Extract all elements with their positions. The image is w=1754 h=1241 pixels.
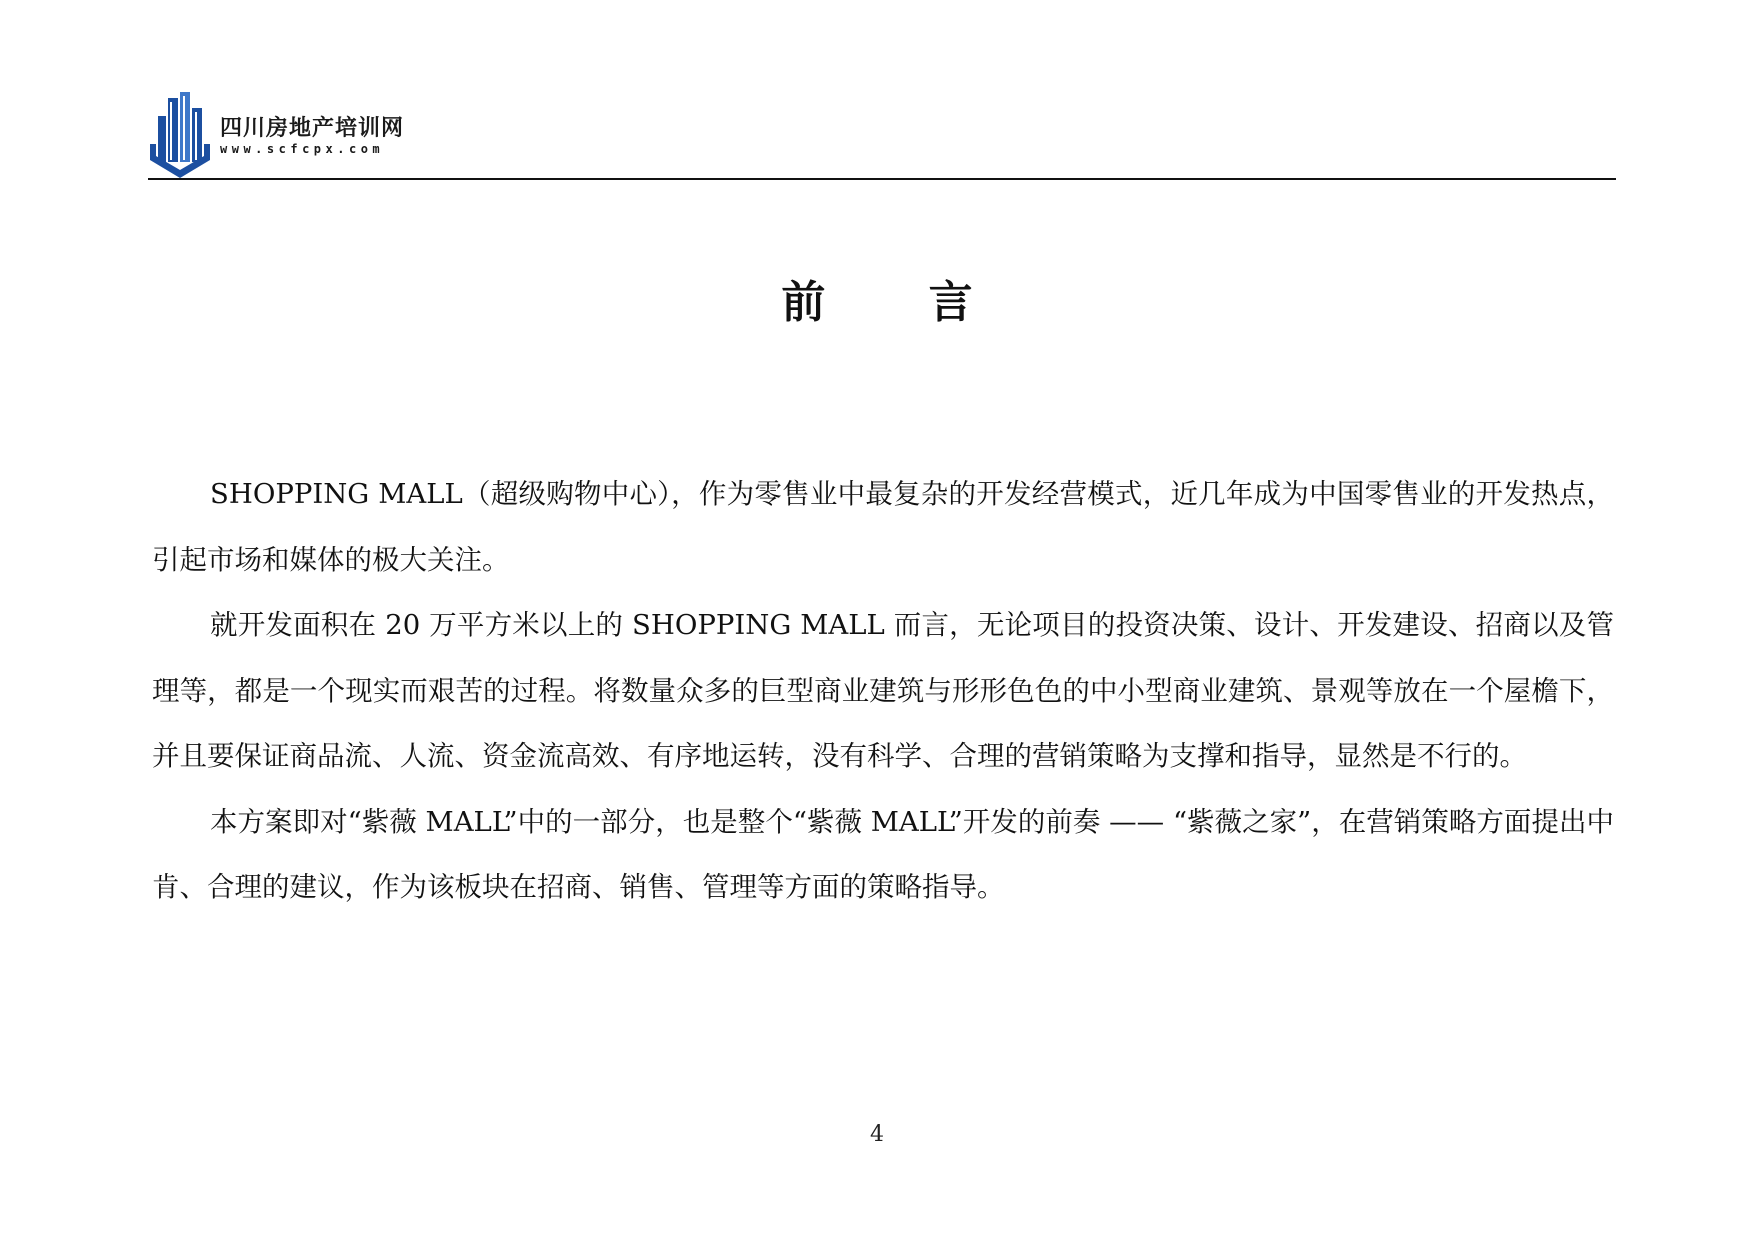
logo-text: [220, 116, 404, 156]
paragraph-development: 就开发面积在 20 万平方米以上的 SHOPPING MALL 而言，无论项目的投资决策、设计、开发建设、招商以及管理等，都是一个现实而艰苦的过程。将数量众多的巨型商业建筑与形形色色的中小型商业建筑、景观等放在一个屋檐下，并且要保证商品流、人流、资金流高效、有序地运转，没有科学、合理的营销策略为支撑和指导，显然是不行的。: [152, 609, 1614, 772]
header-divider: [148, 178, 1616, 180]
page-number: 4: [870, 1122, 884, 1147]
page-title: 前 言: [781, 277, 1017, 328]
paragraph-proposal: 本方案即对“紫薇 MALL”中的一部分，也是整个“紫薇 MALL”开发的前奏 —— “紫薇之家”，在营销策略方面提出中肯、合理的建议，作为该板块在招商、销售、管理等方面的策略指导。: [152, 805, 1614, 903]
page-header: [148, 86, 1616, 180]
body-content: [152, 462, 1614, 921]
paragraph-intro: SHOPPING MALL（超级购物中心），作为零售业中最复杂的开发经营模式，近几年成为中国零售业的开发热点，引起市场和媒体的极大关注。: [152, 478, 1614, 576]
logo-url: www.scfcpx.com: [220, 142, 385, 156]
logo-name: 四川房地产培训网: [220, 116, 405, 141]
building-logo-icon: [148, 86, 212, 180]
